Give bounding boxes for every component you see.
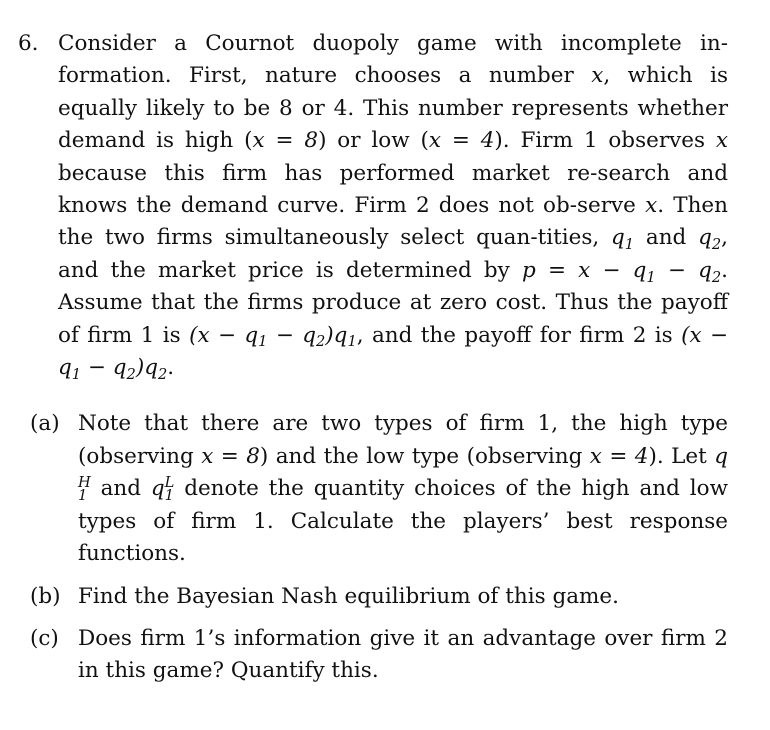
subquestion-label: (c) bbox=[30, 625, 59, 651]
subquestion-text: Note that there are two types of firm 1, the high type (observing x = 8) and the low type (observing x = 4). Let q H 1 and q L 1 denote the quantity choices of the high and low types of firm 1. Calculate the players’ best response functions. bbox=[78, 411, 728, 567]
var-q2: $q_2$ bbox=[698, 225, 722, 254]
var-x: x bbox=[715, 128, 729, 154]
price-equation: $p = x - q_1 - q_2$ bbox=[522, 257, 722, 286]
var-q1-low: q L 1 bbox=[150, 473, 175, 505]
subquestion-label: (a) bbox=[30, 411, 60, 437]
subquestion-a bbox=[18, 408, 728, 570]
subquestion-c bbox=[18, 623, 728, 688]
subquestion-list bbox=[18, 408, 728, 687]
problem-text: Consider a Cournot duopoly game with incomplete in-formation. First, nature chooses a number x, which is equally likely to be 8 or 4. This number represents whether demand is high (x = 8) or low (x = 4). Firm 1 observes x because this firm has performed market re-search and knows the demand curve. Firm 2 does not ob-serve x. Then the two firms simultaneously select quan-tities, $q_1$ and $q_2$, and the market price is determined by $p = x - q_1 - q_2$. Assume that the firms produce at zero cost. Thus the payoff of firm 1 is $(x - q_1 - q_2)q_1$, and the payoff for firm 2 is $(x - q_1 - q_2)q_2$. bbox=[58, 31, 729, 383]
var-x: x bbox=[645, 193, 658, 219]
subquestion-text: Does firm 1’s information give it an advantage over firm 2 in this game? Quantify this. bbox=[78, 625, 728, 684]
subquestion-text: Find the Bayesian Nash equilibrium of this game. bbox=[78, 583, 619, 609]
eq-low-demand: x = 4 bbox=[428, 128, 495, 154]
problem-number: 6. bbox=[18, 31, 39, 56]
document-page bbox=[18, 28, 728, 698]
eq-high-demand: x = 8 bbox=[252, 128, 319, 154]
payoff-firm-2: $(x - q_1 - q_2)q_2$ bbox=[58, 322, 728, 383]
var-q1: $q_1$ bbox=[611, 225, 635, 254]
payoff-firm-1: $(x - q_1 - q_2)q_1$ bbox=[189, 322, 357, 351]
problem-statement bbox=[18, 28, 728, 384]
subquestion-b bbox=[18, 581, 728, 613]
var-q1-high: q H 1 bbox=[78, 443, 728, 505]
subquestion-label: (b) bbox=[30, 583, 61, 609]
var-x: x bbox=[591, 63, 604, 89]
